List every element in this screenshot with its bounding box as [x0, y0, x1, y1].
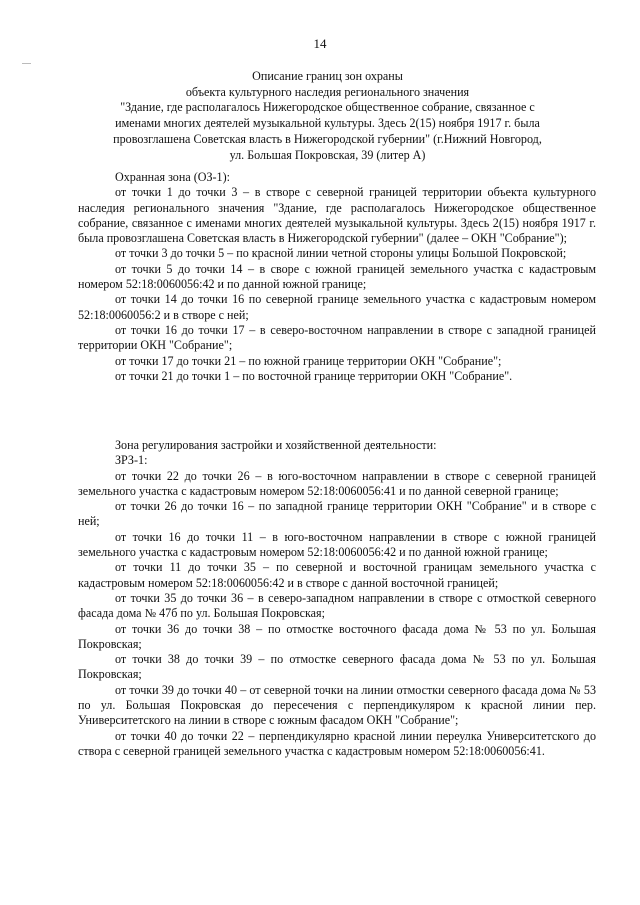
header-line: ул. Большая Покровская, 39 (литер А): [229, 147, 426, 162]
boundary-paragraph: от точки 16 до точки 11 – в юго-восточном направлении в створе с южной границей земельного участка с кадастровым номером 52:18:0060056:42 и по данной южной границе;: [78, 529, 596, 560]
header-line: "Здание, где располагалось Нижегородское общественное собрание, связанное с: [120, 100, 535, 115]
boundary-paragraph: от точки 1 до точки 3 – в створе с северной границей территории объекта культурного наследия регионального значения "Здание, где располагалось Нижегородское общественное собрание, связанное с именами многих деятелей музыкальной культуры. Здесь 2(15) ноября 1917 г. была провозглашена Советская власть в Нижегородской губернии" (далее – ОКН "Собрание");: [78, 185, 596, 246]
page-number: 14: [313, 36, 327, 51]
boundary-paragraph: от точки 5 до точки 14 – в своре с южной границей земельного участка с кадастровым номером 52:18:0060056:42 и по данной южной границе;: [78, 261, 596, 292]
boundary-paragraph: от точки 22 до точки 26 – в юго-восточном направлении в створе с северной границей земельного участка с кадастровым номером 52:18:0060056:41 и по данной северной границе;: [78, 468, 596, 498]
regulation-zone-subtitle: ЗРЗ-1:: [115, 453, 148, 468]
regulation-zone-title: Зона регулирования застройки и хозяйственной деятельности:: [115, 438, 437, 452]
boundary-paragraph: от точки 16 до точки 17 – в северо-восточном направлении в створе с западной границей территории ОКН "Собрание";: [78, 322, 596, 353]
boundary-paragraph: от точки 14 до точки 16 по северной границе земельного участка с кадастровым номером 52:18:0060056:2 и в створе с ней;: [78, 292, 596, 322]
header-line: провозглашена Советская власть в Нижегородской губернии" (г.Нижний Новгород,: [113, 131, 542, 146]
boundary-paragraph: от точки 21 до точки 1 – по восточной границе территории ОКН "Собрание".: [115, 368, 513, 383]
scan-mark: [22, 63, 31, 64]
document-header: [80, 69, 575, 163]
boundary-paragraph: от точки 11 до точки 35 – по северной и восточной границам земельного участка с кадастровым номером 52:18:0060056:42 и в створе с данной восточной границей;: [78, 560, 596, 590]
boundary-paragraph: от точки 3 до точки 5 – по красной линии четной стороны улицы Большой Покровской;: [115, 246, 567, 261]
boundary-paragraph: от точки 17 до точки 21 – по южной границе территории ОКН "Собрание";: [115, 353, 502, 368]
boundary-paragraph: от точки 35 до точки 36 – в северо-западном направлении в створе с отмосткой северного фасада дома № 47б по ул. Большая Покровская;: [78, 590, 596, 621]
boundary-paragraph: от точки 39 до точки 40 – от северной точки на линии отмостки северного фасада дома № 53 по ул. Большая Покровская до пересечения с перпендикуляром к красной линии пер. Университетского на линии в створе с южным фасадом ОКН "Собрание";: [78, 682, 596, 728]
protection-zone-title: Охранная зона (ОЗ-1):: [115, 170, 230, 184]
boundary-paragraph: от точки 36 до точки 38 – по отмостке восточного фасада дома № 53 по ул. Большая Покровская;: [78, 621, 596, 651]
boundary-paragraph: от точки 38 до точки 39 – по отмостке северного фасада дома № 53 по ул. Большая Покровская;: [78, 652, 596, 682]
header-line: Описание границ зон охраны: [252, 69, 403, 83]
header-line: объекта культурного наследия регионального значения: [185, 84, 470, 99]
protection-zone-section: [78, 170, 596, 384]
boundary-paragraph: от точки 26 до точки 16 – по западной границе территории ОКН "Собрание" и в створе с ней;: [78, 499, 596, 529]
regulation-zone-section: [78, 438, 596, 759]
header-line: именами многих деятелей музыкальной культуры. Здесь 2(15) ноября 1917 г. была: [115, 116, 540, 131]
boundary-paragraph: от точки 40 до точки 22 – перпендикулярно красной линии переулка Университетского до створа с северной границей земельного участка с кадастровым номером 52:18:0060056:41.: [78, 728, 596, 758]
